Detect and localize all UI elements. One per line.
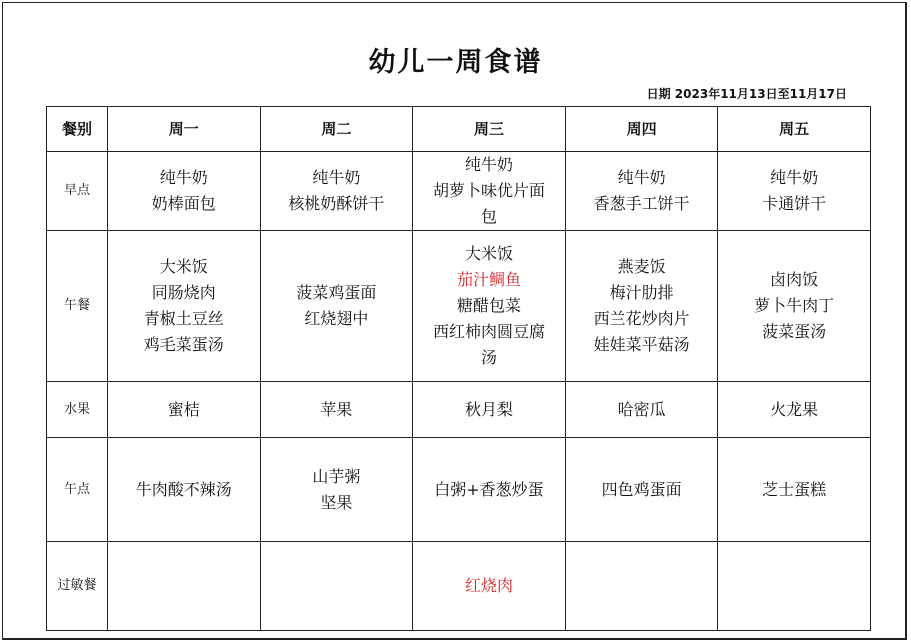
menu-cell xyxy=(565,542,718,631)
dish-item: 胡萝卜味优片面 xyxy=(432,181,545,200)
meal-label: 午点 xyxy=(47,438,108,542)
dish-item: 红烧翅中 xyxy=(304,309,369,328)
menu-cell xyxy=(565,382,718,438)
menu-cell xyxy=(565,438,718,542)
menu-cell xyxy=(108,152,261,231)
dish-item: 秋月梨 xyxy=(464,399,513,419)
header-day: 周三 xyxy=(413,107,566,152)
dish-item: 西兰花炒肉片 xyxy=(593,309,690,328)
dish-item: 梅汁肋排 xyxy=(609,283,674,302)
menu-cell xyxy=(260,152,413,231)
menu-cell xyxy=(565,231,718,382)
dish-item: 同肠烧肉 xyxy=(151,283,216,302)
header-row xyxy=(47,107,871,152)
meal-label: 水果 xyxy=(47,382,108,438)
dish-item: 山芋粥 xyxy=(312,466,361,486)
dish-item: 包 xyxy=(480,207,497,226)
dish-item: 菠菜鸡蛋面 xyxy=(296,283,377,302)
menu-cell xyxy=(260,231,413,382)
dish-item: 青椒土豆丝 xyxy=(143,309,224,328)
dish-item: 萝卜牛肉丁 xyxy=(754,296,835,315)
menu-cell xyxy=(260,438,413,542)
meal-row xyxy=(47,231,871,382)
menu-cell xyxy=(718,382,871,438)
dish-item: 卡通饼干 xyxy=(762,194,827,213)
dish-item: 香葱手工饼干 xyxy=(593,194,690,213)
menu-cell xyxy=(718,438,871,542)
header-day: 周二 xyxy=(260,107,413,152)
dish-item: 大米饭 xyxy=(464,244,513,263)
dish-item: 纯牛奶 xyxy=(312,168,361,187)
dish-item: 苹果 xyxy=(320,399,353,419)
date-range: 日期 2023年11月13日至11月17日 xyxy=(646,87,847,101)
dish-item: 鸡毛菜蛋汤 xyxy=(143,335,224,354)
dish-item: 核桃奶酥饼干 xyxy=(288,194,385,213)
meal-label: 过敏餐 xyxy=(47,542,108,631)
weekly-menu-table xyxy=(46,106,871,631)
dish-item: 糖醋包菜 xyxy=(456,296,521,315)
meal-row xyxy=(47,542,871,631)
dish-item: 红烧肉 xyxy=(464,576,513,595)
dish-item: 坚果 xyxy=(320,492,353,512)
dish-item: 燕麦饭 xyxy=(617,257,666,276)
dish-item: 奶棒面包 xyxy=(151,194,216,213)
menu-cell xyxy=(108,382,261,438)
dish-item: 纯牛奶 xyxy=(464,155,513,174)
menu-cell xyxy=(718,152,871,231)
dish-item: 菠菜蛋汤 xyxy=(762,322,827,341)
menu-cell xyxy=(108,542,261,631)
dish-item: 芝士蛋糕 xyxy=(762,479,827,499)
header-day: 周一 xyxy=(108,107,261,152)
dish-item: 牛肉酸不辣汤 xyxy=(135,479,232,499)
dish-item: 蜜桔 xyxy=(167,399,200,419)
meal-row xyxy=(47,152,871,231)
dish-item: 娃娃菜平菇汤 xyxy=(593,335,690,354)
dish-item: 哈密瓜 xyxy=(617,399,666,419)
dish-item: 汤 xyxy=(480,348,497,367)
menu-cell xyxy=(413,438,566,542)
menu-cell xyxy=(718,231,871,382)
menu-cell xyxy=(260,542,413,631)
meal-label: 早点 xyxy=(47,152,108,231)
dish-item: 火龙果 xyxy=(770,399,819,419)
dish-item: 纯牛奶 xyxy=(770,168,819,187)
menu-cell xyxy=(108,438,261,542)
dish-item: 白粥+香葱炒蛋 xyxy=(434,479,544,499)
dish-item: 卤肉饭 xyxy=(770,270,819,289)
menu-cell xyxy=(260,382,413,438)
meal-label: 午餐 xyxy=(47,231,108,382)
dish-item: 纯牛奶 xyxy=(617,168,666,187)
header-day: 周五 xyxy=(718,107,871,152)
page-title: 幼儿一周食谱 xyxy=(368,47,543,78)
menu-cell xyxy=(413,542,566,631)
menu-cell xyxy=(718,542,871,631)
dish-item: 大米饭 xyxy=(159,257,208,276)
dish-item: 茄汁鲷鱼 xyxy=(456,270,521,289)
menu-cell xyxy=(413,152,566,231)
meal-row xyxy=(47,438,871,542)
dish-item: 西红柿肉圆豆腐 xyxy=(432,322,545,341)
menu-cell xyxy=(108,231,261,382)
dish-item: 四色鸡蛋面 xyxy=(601,479,682,499)
menu-cell xyxy=(565,152,718,231)
menu-cell xyxy=(413,231,566,382)
meal-row xyxy=(47,382,871,438)
header-day: 周四 xyxy=(565,107,718,152)
dish-item: 纯牛奶 xyxy=(159,168,208,187)
menu-cell xyxy=(413,382,566,438)
menu-body xyxy=(47,152,871,631)
header-corner: 餐别 xyxy=(47,107,108,152)
